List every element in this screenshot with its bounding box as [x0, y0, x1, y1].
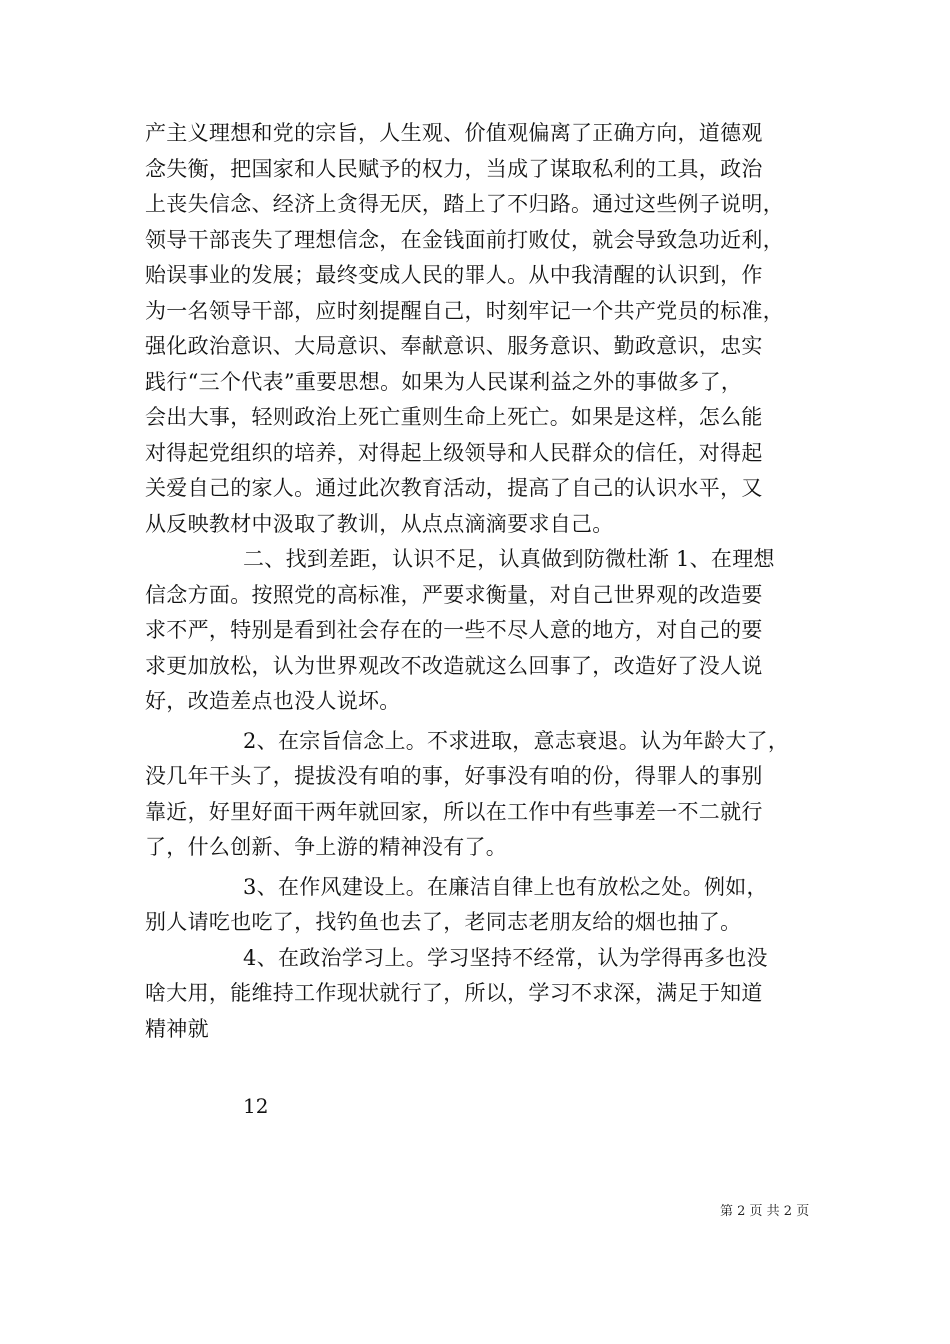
text-line: 关爱自己的家人。通过此次教育活动，提高了自己的认识水平，又: [145, 476, 763, 500]
text-line: 上丧失信念、经济上贪得无厌，踏上了不归路。通过这些例子说明，: [145, 192, 784, 216]
text-line: 啥大用，能维持工作现状就行了，所以，学习不求深，满足于知道: [145, 981, 763, 1005]
paragraph-start-line: 4、在政治学习上。学习坚持不经常，认为学得再多也没: [243, 945, 768, 970]
text-line: 践行“三个代表”重要思想。如果为人民谋利益之外的事做多了，: [145, 369, 743, 394]
text-line: 从反映教材中汲取了教训，从点点滴滴要求自己。: [145, 511, 614, 536]
text-line: 求更加放松，认为世界观改不改造就这么回事了，改造好了没人说: [145, 653, 763, 678]
text-line: 领导干部丧失了理想信念，在金钱面前打败仗，就会导致急功近利，: [145, 227, 784, 252]
text-line: 没几年干头了，提拔没有咱的事，好事没有咱的份，得罪人的事别: [145, 764, 763, 788]
text-line: 靠近，好里好面干两年就回家，所以在工作中有些事差一不二就行: [145, 799, 763, 824]
text-line: 信念方面。按照党的高标准，严要求衡量，对自己世界观的改造要: [145, 582, 763, 607]
page-footer: 第 2 页 共 2 页: [720, 1204, 810, 1219]
text-line: 为一名领导干部，应时刻提醒自己，时刻牢记一个共产党员的标准，: [145, 298, 784, 323]
paragraph-start-line: 3、在作风建设上。在廉洁自律上也有放松之处。例如，: [243, 874, 768, 899]
text-line: 精神就: [145, 1016, 209, 1041]
text-line: 对得起党组织的培养，对得起上级领导和人民群众的信任，对得起: [145, 440, 763, 465]
text-line: 会出大事，轻则政治上死亡重则生命上死亡。如果是这样，怎么能: [145, 405, 763, 429]
text-line: 贻误事业的发展；最终变成人民的罪人。从中我清醒的认识到，作: [145, 263, 763, 287]
text-line: 强化政治意识、大局意识、奉献意识、服务意识、勤政意识，忠实: [145, 334, 763, 358]
text-line: 了，什么创新、争上游的精神没有了。: [145, 835, 508, 859]
paragraph-start-line: 2、在宗旨信念上。不求进取，意志衰退。认为年龄大了，: [243, 728, 790, 753]
section-heading-line: 二、找到差距，认识不足，认真做到防微杜渐 1、在理想: [243, 547, 775, 571]
text-line: 求不严，特别是看到社会存在的一些不尽人意的地方，对自己的要: [145, 618, 763, 642]
body-text: [145, 116, 805, 1047]
text-line: 产主义理想和党的宗旨，人生观、价值观偏离了正确方向，道德观: [145, 121, 763, 145]
page-number-text: 12: [243, 1094, 269, 1118]
text-line: 念失衡，把国家和人民赋予的权力，当成了谋取私利的工具，政治: [145, 156, 763, 181]
text-line: 别人请吃也吃了，找钓鱼也去了，老同志老朋友给的烟也抽了。: [145, 910, 742, 934]
text-line: 好，改造差点也没人说坏。: [145, 689, 401, 713]
